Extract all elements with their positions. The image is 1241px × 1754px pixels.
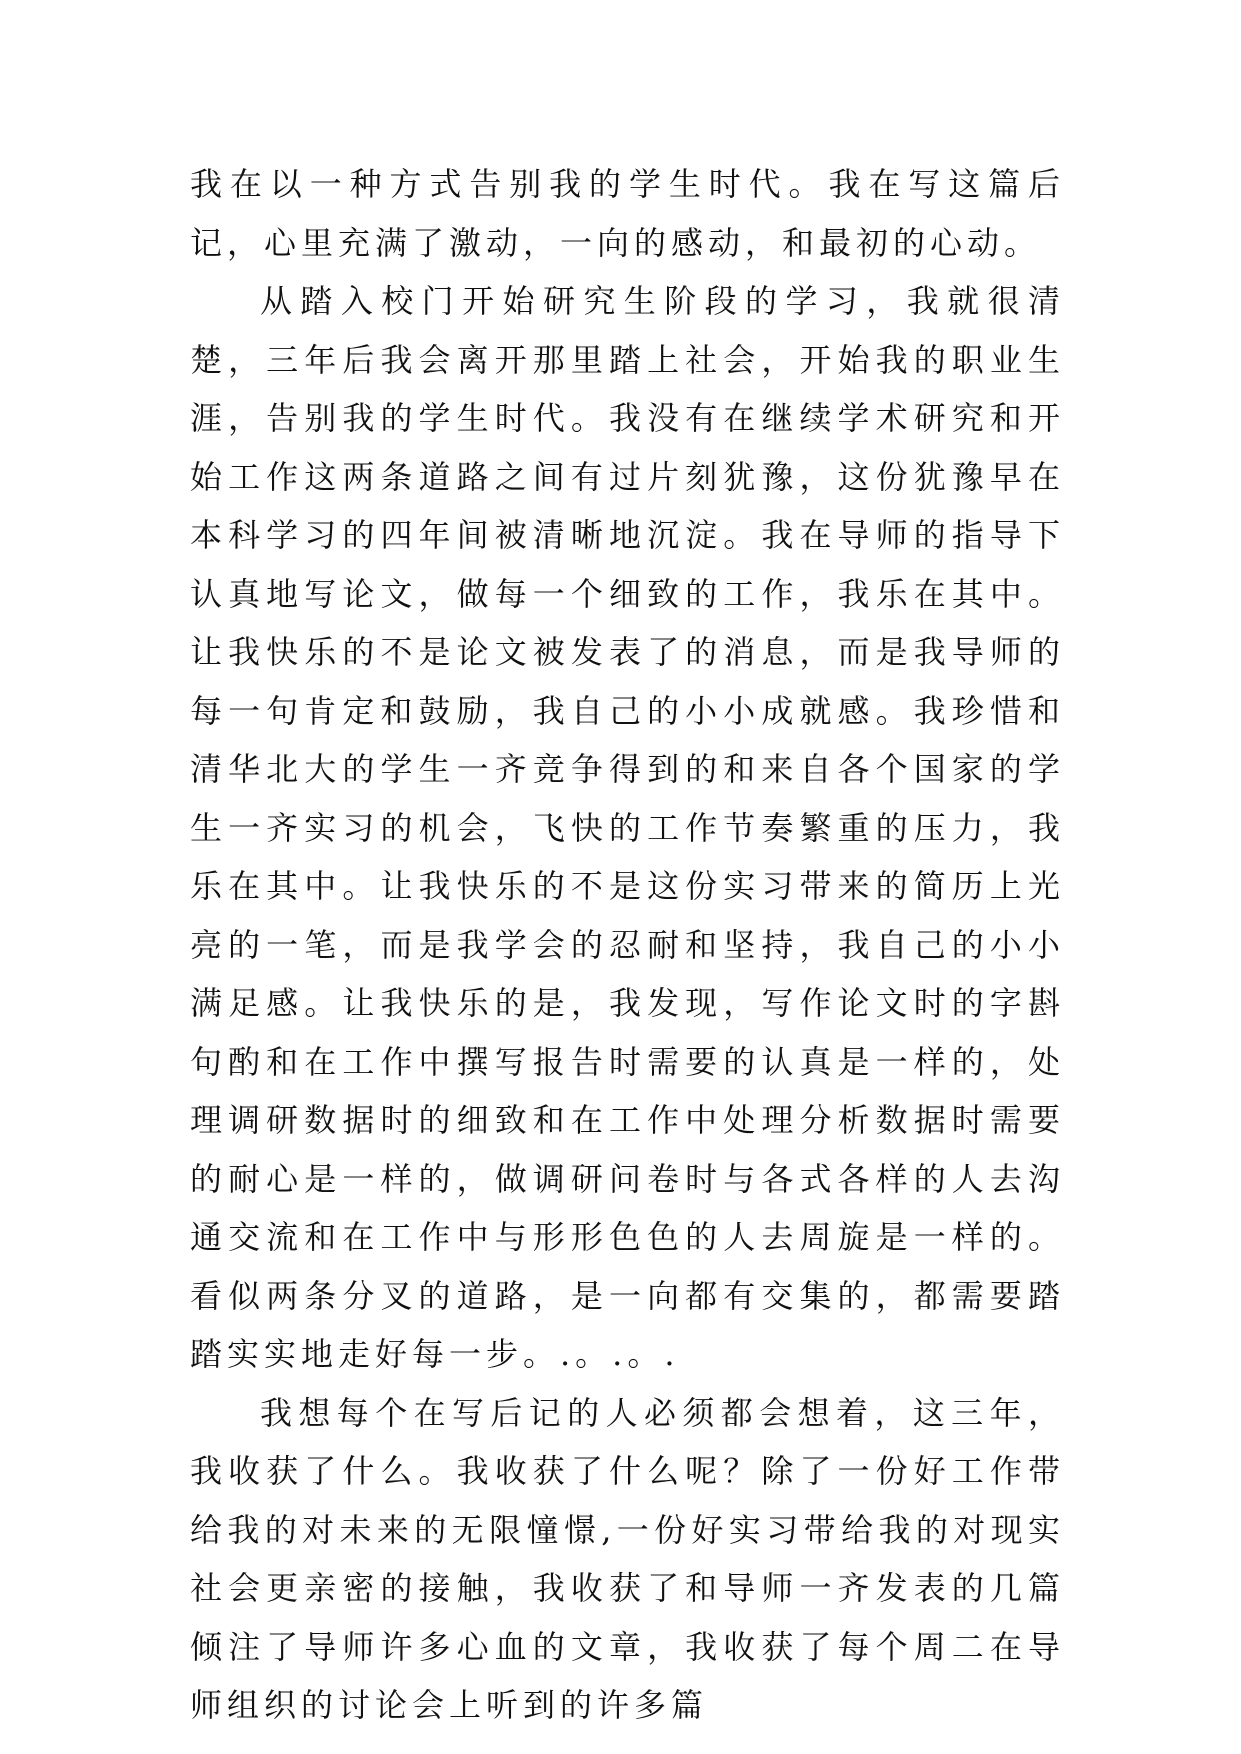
body-text bbox=[190, 155, 1065, 1735]
paragraph-2: 从踏入校门开始研究生阶段的学习，我就很清楚，三年后我会离开那里踏上社会，开始我的职业生涯，告别我的学生时代。我没有在继续学术研究和开始工作这两条道路之间有过片刻犹豫，这份犹豫早在本科学习的四年间被清晰地沉淀。我在导师的指导下认真地写论文，做每一个细致的工作，我乐在其中。让我快乐的不是论文被发表了的消息，而是我导师的每一句肯定和鼓励，我自己的小小成就感。我珍惜和清华北大的学生一齐竞争得到的和来自各个国家的学生一齐实习的机会，飞快的工作节奏繁重的压力，我乐在其中。让我快乐的不是这份实习带来的简历上光亮的一笔，而是我学会的忍耐和坚持，我自己的小小满足感。让我快乐的是，我发现，写作论文时的字斟句酌和在工作中撰写报告时需要的认真是一样的，处理调研数据时的细致和在工作中处理分析数据时需要的耐心是一样的，做调研问卷时与各式各样的人去沟通交流和在工作中与形形色色的人去周旋是一样的。看似两条分叉的道路，是一向都有交集的，都需要踏踏实实地走好每一步。.。.。. bbox=[190, 282, 1065, 1373]
paragraph-1: 我在以一种方式告别我的学生时代。我在写这篇后记，心里充满了激动，一向的感动，和最初的心动。 bbox=[190, 165, 1065, 262]
paragraph-3: 我想每个在写后记的人必须都会想着，这三年，我收获了什么。我收获了什么呢？除了一份好工作带给我的对未来的无限憧憬,一份好实习带给我的对现实社会更亲密的接触，我收获了和导师一齐发表的几篇倾注了导师许多心血的文章，我收获了每个周二在导师组织的讨论会上听到的许多篇 bbox=[190, 1393, 1065, 1724]
